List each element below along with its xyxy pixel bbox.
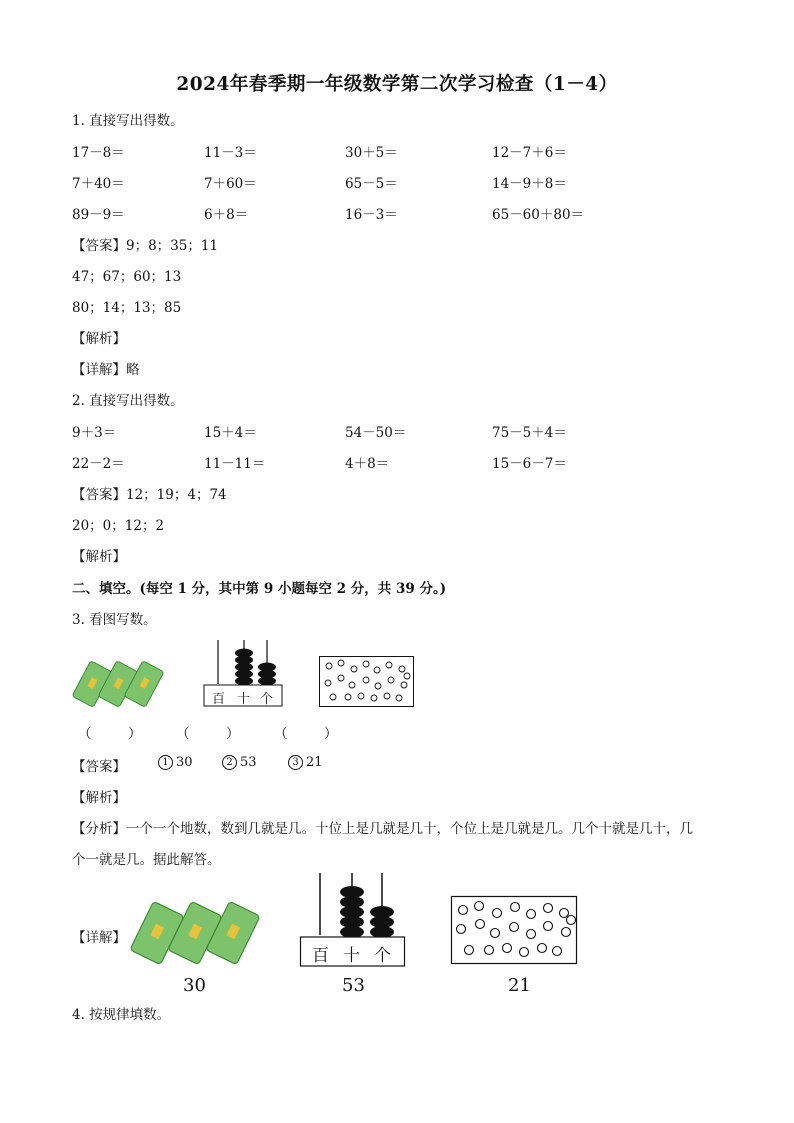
abacus-label-ones: 个 (374, 946, 391, 966)
circled-number-icon: 1 (158, 755, 173, 770)
blank-open[interactable]: （ (176, 726, 190, 742)
answer-value: 53 (240, 755, 257, 770)
answer-label: 【答案】 (72, 238, 126, 254)
q1-cell: 65－5＝ (345, 176, 398, 192)
blank-open[interactable]: （ (274, 726, 288, 742)
bundle-icon (206, 901, 260, 964)
answer-line: 9；8；35；11 (126, 238, 219, 254)
fenxi-label: 【分析】 (72, 821, 126, 837)
q2-cell: 4＋8＝ (345, 456, 390, 472)
answer-item (222, 755, 257, 770)
q1-cell: 30＋5＝ (345, 145, 398, 161)
q4-stem: 4. 按规律填数。 (72, 1007, 171, 1023)
q1-cell: 17－8＝ (72, 145, 125, 161)
detail-label: 【详解】 (72, 930, 126, 946)
fenxi-text: 个一就是几。据此解答。 (72, 852, 221, 868)
q3-stem: 3. 看图写数。 (72, 612, 157, 628)
detail-text: 略 (126, 362, 140, 378)
analysis-label: 【解析】 (72, 549, 126, 565)
abacus-label-tens: 十 (343, 946, 360, 966)
analysis-label: 【解析】 (72, 790, 126, 806)
answer-label: 【答案】 (72, 759, 126, 775)
answer-line: 80；14；13；85 (72, 300, 182, 316)
section-heading: 二、填空。(每空 1 分，其中第 9 小题每空 2 分，共 39 分。) (72, 581, 447, 597)
answer-line: 20；0；12；2 (72, 518, 165, 534)
q1-cell: 7＋40＝ (72, 176, 125, 192)
q1-cell: 14－9＋8＝ (492, 176, 567, 192)
q1-cell: 6＋8＝ (204, 207, 249, 223)
blank-close: ） (226, 726, 240, 742)
q1-cell: 11－3＝ (204, 145, 257, 161)
answer-line: 12；19；4；74 (126, 487, 227, 503)
q1-stem: 1. 直接写出得数。 (72, 113, 184, 129)
q2-cell: 11－11＝ (204, 456, 266, 472)
analysis-label: 【解析】 (72, 331, 126, 347)
detail-value: 30 (183, 975, 206, 996)
answer-item (158, 755, 193, 770)
blank-open[interactable]: （ (78, 726, 92, 742)
detail-value: 53 (342, 975, 365, 996)
answer-item (288, 755, 323, 770)
blank-close: ） (324, 726, 338, 742)
q2-cell: 15＋4＝ (204, 425, 257, 441)
q1-cell: 7＋60＝ (204, 176, 257, 192)
circled-number-icon: 2 (222, 755, 237, 770)
answer-value: 30 (176, 755, 193, 770)
abacus-label-hundreds: 百 (212, 692, 226, 707)
stick-bundles-large (134, 898, 260, 970)
detail-value: 21 (508, 975, 531, 996)
dots-box-large (451, 896, 579, 966)
q1-answer (72, 234, 218, 254)
abacus-label-tens: 十 (237, 692, 251, 707)
blank-close: ） (128, 726, 142, 742)
answer-value: 21 (306, 755, 323, 770)
q2-stem: 2. 直接写出得数。 (72, 393, 184, 409)
q2-cell: 15－6－7＝ (492, 456, 567, 472)
q2-cell: 54－50＝ (345, 425, 407, 441)
q2-cell: 9＋3＝ (72, 425, 117, 441)
page-title: 2024年春季期一年级数学第二次学习检查（1－4） (176, 74, 618, 95)
q1-cell: 16－3＝ (345, 207, 398, 223)
answer-line: 47；67；60；13 (72, 269, 182, 285)
dots-box-small (319, 656, 415, 708)
abacus-label-ones: 个 (260, 692, 274, 707)
fenxi-text: 一个一个地数，数到几就是几。十位上是几就是几十，个位上是几就是几。几个十就是几十，几 (126, 821, 693, 837)
q2-cell: 22－2＝ (72, 456, 125, 472)
q1-cell: 65－60＋80＝ (492, 207, 585, 223)
q2-cell: 75－5＋4＝ (492, 425, 567, 441)
circled-number-icon: 3 (288, 755, 303, 770)
detail-label: 【详解】 (72, 362, 126, 378)
stick-bundles-small (76, 658, 168, 710)
answer-label: 【答案】 (72, 487, 126, 503)
q1-cell: 89－9＝ (72, 207, 125, 223)
q1-cell: 12－7＋6＝ (492, 145, 567, 161)
abacus-label-hundreds: 百 (312, 946, 329, 966)
